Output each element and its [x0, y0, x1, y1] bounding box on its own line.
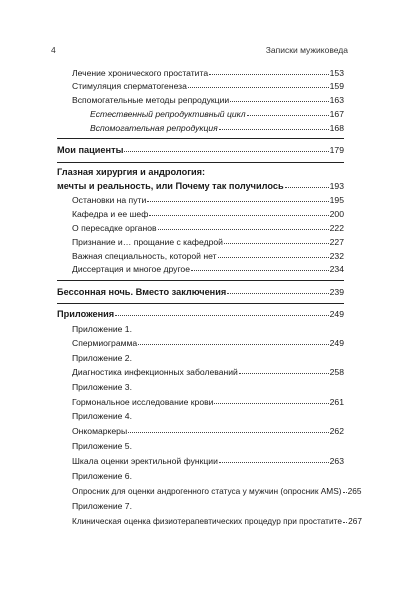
section-divider — [57, 138, 344, 139]
leader-dots — [247, 107, 329, 116]
appendix-label: Приложение 6. — [72, 471, 132, 481]
toc-chapter[interactable]: Мои пациенты 179 — [57, 145, 344, 155]
toc-page: 163 — [329, 95, 344, 105]
toc-entry[interactable]: Кафедра и ее шеф 200 — [72, 209, 344, 219]
toc-entry[interactable]: Диагностика инфекционных заболеваний 258 — [72, 367, 344, 377]
toc-page: 200 — [329, 209, 344, 219]
section-divider — [57, 162, 344, 163]
leader-dots — [230, 93, 328, 102]
appendix-label: Приложение 3. — [72, 382, 132, 392]
appendix-label: Приложение 5. — [72, 441, 132, 451]
toc-entry[interactable]: Важная специальность, которой нет 232 — [72, 251, 344, 261]
toc-page: 168 — [329, 123, 344, 133]
toc-entry[interactable]: Диссертация и многое другое 234 — [72, 264, 344, 274]
toc-page: 261 — [329, 397, 344, 407]
toc-page: 249 — [329, 309, 344, 319]
toc-entry[interactable]: Стимуляция сперматогенеза 159 — [72, 81, 344, 91]
leader-dots — [343, 484, 347, 493]
leader-dots — [124, 143, 328, 152]
leader-dots — [149, 207, 328, 216]
appendix-label: Приложение 7. — [72, 501, 132, 511]
toc-entry[interactable]: Гормональное исследование крови 261 — [72, 397, 344, 407]
toc-entry[interactable]: Клиническая оценка физиотерапевтических процедур при простатите 267 — [72, 516, 362, 526]
page-header — [51, 45, 348, 57]
leader-dots — [138, 336, 328, 345]
section-divider — [57, 280, 344, 281]
toc-page: 232 — [329, 251, 344, 261]
leader-dots — [191, 262, 329, 271]
leader-dots — [224, 235, 329, 244]
toc-page: 167 — [329, 109, 344, 119]
toc-page: 239 — [329, 287, 344, 297]
toc-entry[interactable]: Остановки на пути 195 — [72, 195, 344, 205]
toc-entry[interactable]: Спермиограмма 249 — [72, 338, 344, 348]
toc-entry[interactable]: Шкала оценки эректильной функции 263 — [72, 456, 344, 466]
toc-page: 195 — [329, 195, 344, 205]
toc-subentry[interactable]: Естественный репродуктивный цикл 167 — [90, 109, 344, 119]
toc-page: 258 — [329, 367, 344, 377]
leader-dots — [285, 179, 329, 188]
leader-dots — [218, 249, 329, 258]
toc-page: 262 — [329, 426, 344, 436]
toc-entry[interactable]: Лечение хронического простатита 153 — [72, 68, 344, 78]
section-divider — [57, 303, 344, 304]
toc-subentry[interactable]: Вспомогательная репродукция 168 — [90, 123, 344, 133]
chapter-title-line: Глазная хирургия и андрология: — [57, 167, 206, 177]
leader-dots — [343, 514, 347, 523]
leader-dots — [239, 365, 329, 374]
toc-page: 193 — [329, 181, 344, 191]
running-title: Записки мужиковеда — [265, 45, 348, 55]
toc-page: 159 — [329, 81, 344, 91]
leader-dots — [214, 395, 328, 404]
toc-page: 234 — [329, 264, 344, 274]
leader-dots — [188, 79, 329, 88]
toc-page: 222 — [329, 223, 344, 233]
leader-dots — [219, 121, 329, 130]
toc-chapter[interactable]: Бессонная ночь. Вместо заключения 239 — [57, 287, 344, 297]
toc-page: 263 — [329, 456, 344, 466]
toc-entry[interactable]: Признание и… прощание с кафедрой 227 — [72, 237, 344, 247]
page-number: 4 — [51, 45, 56, 55]
toc-page: 267 — [348, 516, 362, 526]
toc-chapter[interactable]: Приложения 249 — [57, 309, 344, 319]
appendix-label: Приложение 1. — [72, 324, 132, 334]
leader-dots — [227, 285, 328, 294]
toc-chapter[interactable]: мечты и реальность, или Почему так получилось 193 — [57, 181, 344, 191]
toc-entry[interactable]: О пересадке органов 222 — [72, 223, 344, 233]
toc-page: 249 — [329, 338, 344, 348]
toc-entry[interactable]: Онкомаркеры 262 — [72, 426, 344, 436]
appendix-label: Приложение 4. — [72, 411, 132, 421]
appendix-label: Приложение 2. — [72, 353, 132, 363]
toc-page: 153 — [329, 68, 344, 78]
leader-dots — [128, 424, 329, 433]
toc-entry[interactable]: Опросник для оценки андрогенного статуса у мужчин (опросник AMS) 265 — [72, 486, 362, 496]
leader-dots — [219, 454, 329, 463]
toc-page: 265 — [347, 486, 362, 496]
toc-entry[interactable]: Вспомогательные методы репродукции 163 — [72, 95, 344, 105]
leader-dots — [147, 193, 328, 202]
toc-page: 179 — [329, 145, 344, 155]
leader-dots — [115, 307, 329, 316]
toc-page: 227 — [329, 237, 344, 247]
leader-dots — [158, 221, 329, 230]
leader-dots — [209, 66, 329, 75]
